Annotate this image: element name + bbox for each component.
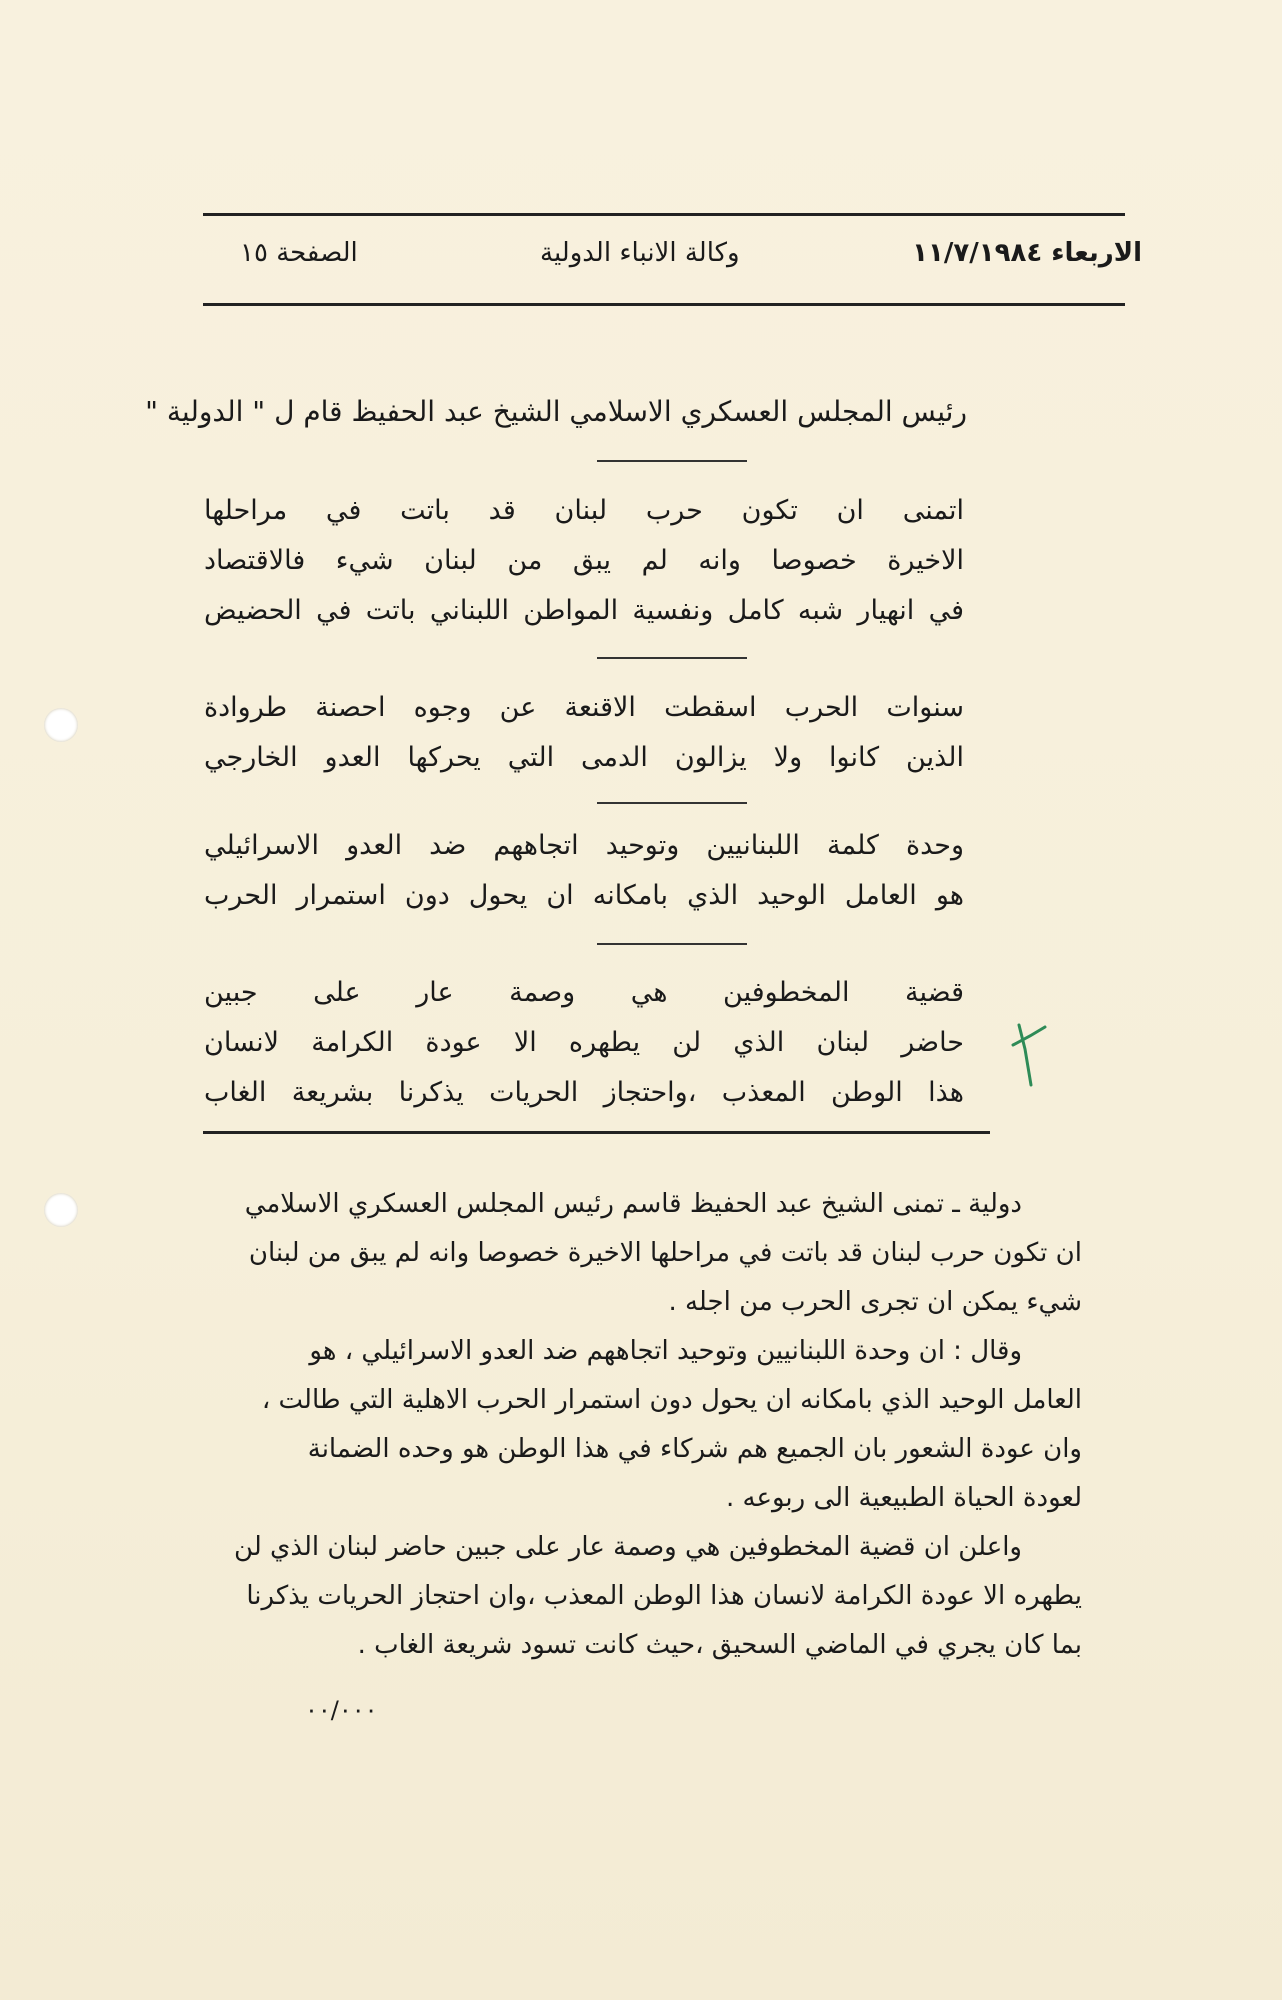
quote-line: قضية المخطوفين هي وصمة عار على جبين (204, 977, 964, 1008)
continuation-mark: ٠٠/٠٠٠ (305, 1696, 378, 1724)
quote-block-4 (204, 968, 964, 1118)
quote-line: الذين كانوا ولا يزالون الدمى التي يحركها العدو الخارجي (204, 742, 964, 773)
quote-line: الاخيرة خصوصا وانه لم يبق من لبنان شيء فالاقتصاد (204, 545, 964, 576)
article-body (152, 1180, 1082, 1670)
separator (597, 802, 747, 804)
header-top-rule (203, 213, 1125, 216)
punch-hole-top (44, 708, 78, 742)
article-line: يطهره الا عودة الكرامة لانسان هذا الوطن المعذب ،وان احتجاز الحريات يذكرنا (246, 1581, 1082, 1611)
quote-block-3 (204, 821, 964, 921)
header-bottom-rule (203, 303, 1125, 306)
green-check-mark (1005, 1015, 1055, 1095)
article-line: واعلن ان قضية المخطوفين هي وصمة عار على جبين حاضر لبنان الذي لن (234, 1532, 1022, 1562)
quote-line: اتمنى ان تكون حرب لبنان قد باتت في مراحلها (204, 495, 964, 526)
article-top-rule (203, 1131, 990, 1134)
quote-block-1 (204, 486, 964, 636)
quote-line: حاضر لبنان الذي لن يطهره الا عودة الكرامة لانسان (204, 1027, 964, 1058)
article-line: العامل الوحيد الذي بامكانه ان يحول دون استمرار الحرب الاهلية التي طالت ، (261, 1385, 1082, 1415)
article-line: لعودة الحياة الطبيعية الى ربوعه . (726, 1483, 1082, 1513)
article-line: ان تكون حرب لبنان قد باتت في مراحلها الاخيرة خصوصا وانه لم يبق من لبنان (248, 1238, 1082, 1268)
quote-line: هذا الوطن المعذب ،واحتجاز الحريات يذكرنا بشريعة الغاب (204, 1077, 964, 1108)
article-line: بما كان يجري في الماضي السحيق ،حيث كانت تسود شريعة الغاب . (357, 1630, 1082, 1660)
quote-line: في انهيار شبه كامل ونفسية المواطن اللبناني باتت في الحضيض (204, 595, 964, 626)
quote-line: هو العامل الوحيد الذي بامكانه ان يحول دون استمرار الحرب (204, 880, 964, 911)
header-date: الاربعاء ١١/٧/١٩٨٤ (912, 238, 1142, 268)
quote-line: وحدة كلمة اللبنانيين وتوحيد اتجاههم ضد العدو الاسرائيلي (204, 830, 964, 861)
header-page-number: الصفحة ١٥ (240, 238, 358, 268)
article-line: شيء يمكن ان تجرى الحرب من اجله . (668, 1287, 1082, 1317)
headline: رئيس المجلس العسكري الاسلامي الشيخ عبد الحفيظ قام ل " الدولية " (145, 395, 967, 428)
quote-line: سنوات الحرب اسقطت الاقنعة عن وجوه احصنة طروادة (204, 692, 964, 723)
quote-block-2 (204, 683, 964, 783)
punch-hole-bottom (44, 1193, 78, 1227)
header-agency: وكالة الانباء الدولية (540, 238, 740, 268)
article-line: دولية ـ تمنى الشيخ عبد الحفيظ قاسم رئيس المجلس العسكري الاسلامي (244, 1189, 1022, 1219)
article-line: وان عودة الشعور بان الجميع هم شركاء في هذا الوطن هو وحده الضمانة (307, 1434, 1082, 1464)
separator (597, 460, 747, 462)
article-line: وقال : ان وحدة اللبنانيين وتوحيد اتجاههم ضد العدو الاسرائيلي ، هو (309, 1336, 1022, 1366)
separator (597, 943, 747, 945)
separator (597, 657, 747, 659)
